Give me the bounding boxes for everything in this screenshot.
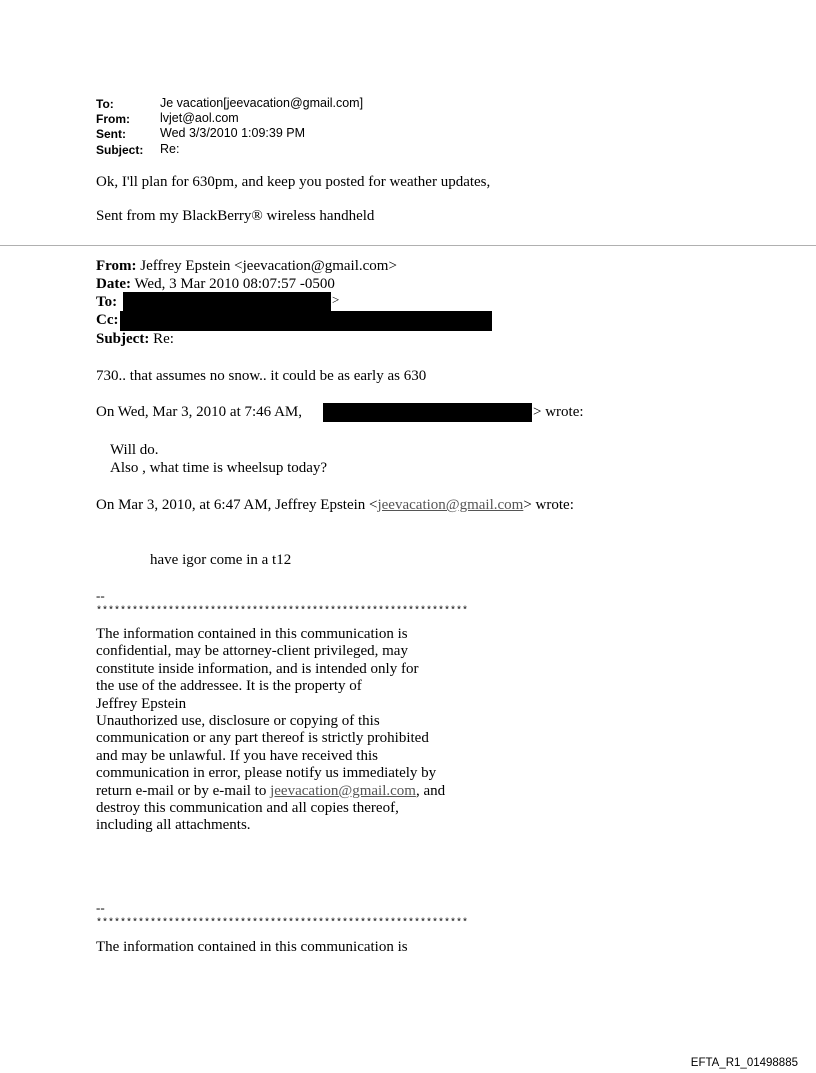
to-label: To:: [96, 97, 114, 111]
from-label: From:: [96, 112, 130, 126]
message-body: Ok, I'll plan for 630pm, and keep you posted for weather updates,: [96, 174, 491, 190]
disclaimer-block: [96, 626, 445, 835]
subject-label: Subject:: [96, 143, 144, 157]
quoted-date-value: Wed, 3 Mar 2010 08:07:57 -0500: [134, 276, 335, 292]
quoted-body: 730.. that assumes no snow.. it could be as early as 630: [96, 368, 427, 384]
from-value: lvjet@aol.com: [160, 111, 239, 125]
return-prefix: return e-mail or by e-mail to: [96, 782, 271, 799]
quoted-from-value: Jeffrey Epstein <jeevacation@gmail.com>: [140, 258, 397, 274]
email-link[interactable]: jeevacation@gmail.com: [377, 497, 524, 513]
on-wed-prefix: On Wed, Mar 3, 2010 at 7:46 AM,: [96, 404, 303, 420]
disclaimer-line: constitute inside information, and is intended only for: [96, 660, 419, 677]
quoted-date-label: Date:: [96, 276, 131, 292]
disclaimer-return-line: [96, 783, 445, 800]
on-mar-prefix: On Mar 3, 2010, at 6:47 AM, Jeffrey Epstein <: [96, 497, 378, 513]
subject-value: Re:: [160, 142, 180, 156]
on-wed-line: [96, 404, 302, 421]
quoted-subject-label: Subject:: [96, 331, 150, 347]
disclaimer-line: The information contained in this communication is: [96, 626, 408, 642]
on-mar-line: [96, 497, 574, 514]
disclaimer-line: Jeffrey Epstein: [96, 695, 187, 712]
disclaimer-line: including all attachments.: [96, 817, 251, 834]
sent-label: Sent:: [96, 127, 126, 141]
quoted-date: [96, 276, 335, 293]
sent-value: Wed 3/3/2010 1:09:39 PM: [160, 126, 306, 140]
disclaimer-line: Unauthorized use, disclosure or copying of this: [96, 713, 380, 730]
reply-line-1: Will do.: [110, 442, 159, 458]
quoted-from: [96, 258, 397, 275]
redaction-cc: [120, 311, 492, 331]
disclaimer-line: communication or any part thereof is strictly prohibited: [96, 730, 429, 747]
disclaimer2-stars: **************************************************************: [96, 918, 469, 929]
disclaimer-line: communication in error, please notify us immediately by: [96, 765, 437, 782]
quoted-to: [96, 294, 117, 311]
disclaimer-dashes: --: [96, 588, 105, 603]
disclaimer2-line: The information contained in this communication is: [96, 939, 408, 955]
disclaimer-email-link[interactable]: jeevacation@gmail.com: [270, 782, 416, 799]
redaction-sender: [323, 403, 532, 422]
document-id: EFTA_R1_01498885: [690, 1057, 798, 1069]
disclaimer2-dashes: --: [96, 900, 105, 915]
quoted-subject: [96, 331, 174, 348]
disclaimer-line: the use of the addressee. It is the property of: [96, 678, 362, 695]
quoted-cc: [96, 312, 119, 329]
to-value: Je vacation[jeevacation@gmail.com]: [160, 96, 364, 110]
quoted-to-suffix: >: [332, 292, 340, 307]
disclaimer-line: destroy this communication and all copies thereof,: [96, 800, 399, 817]
quoted-subject-value: Re:: [153, 331, 174, 347]
inner-body: have igor come in a t12: [150, 552, 292, 568]
return-suffix: , and: [415, 782, 446, 799]
disclaimer-line: confidential, may be attorney-client privileged, may: [96, 643, 408, 660]
quoted-cc-label: Cc:: [96, 312, 119, 328]
disclaimer-stars: **************************************************************: [96, 606, 469, 617]
quoted-from-label: From:: [96, 258, 137, 274]
reply-line-2: Also , what time is wheelsup today?: [110, 460, 328, 476]
on-wed-suffix: > wrote:: [533, 404, 584, 420]
disclaimer-line: and may be unlawful. If you have received this: [96, 747, 378, 764]
on-mar-suffix: > wrote:: [523, 497, 574, 513]
quoted-to-label: To:: [96, 294, 118, 310]
redaction-to: [123, 292, 331, 311]
divider: [0, 245, 816, 246]
message-signature: Sent from my BlackBerry® wireless handheld: [96, 208, 375, 224]
